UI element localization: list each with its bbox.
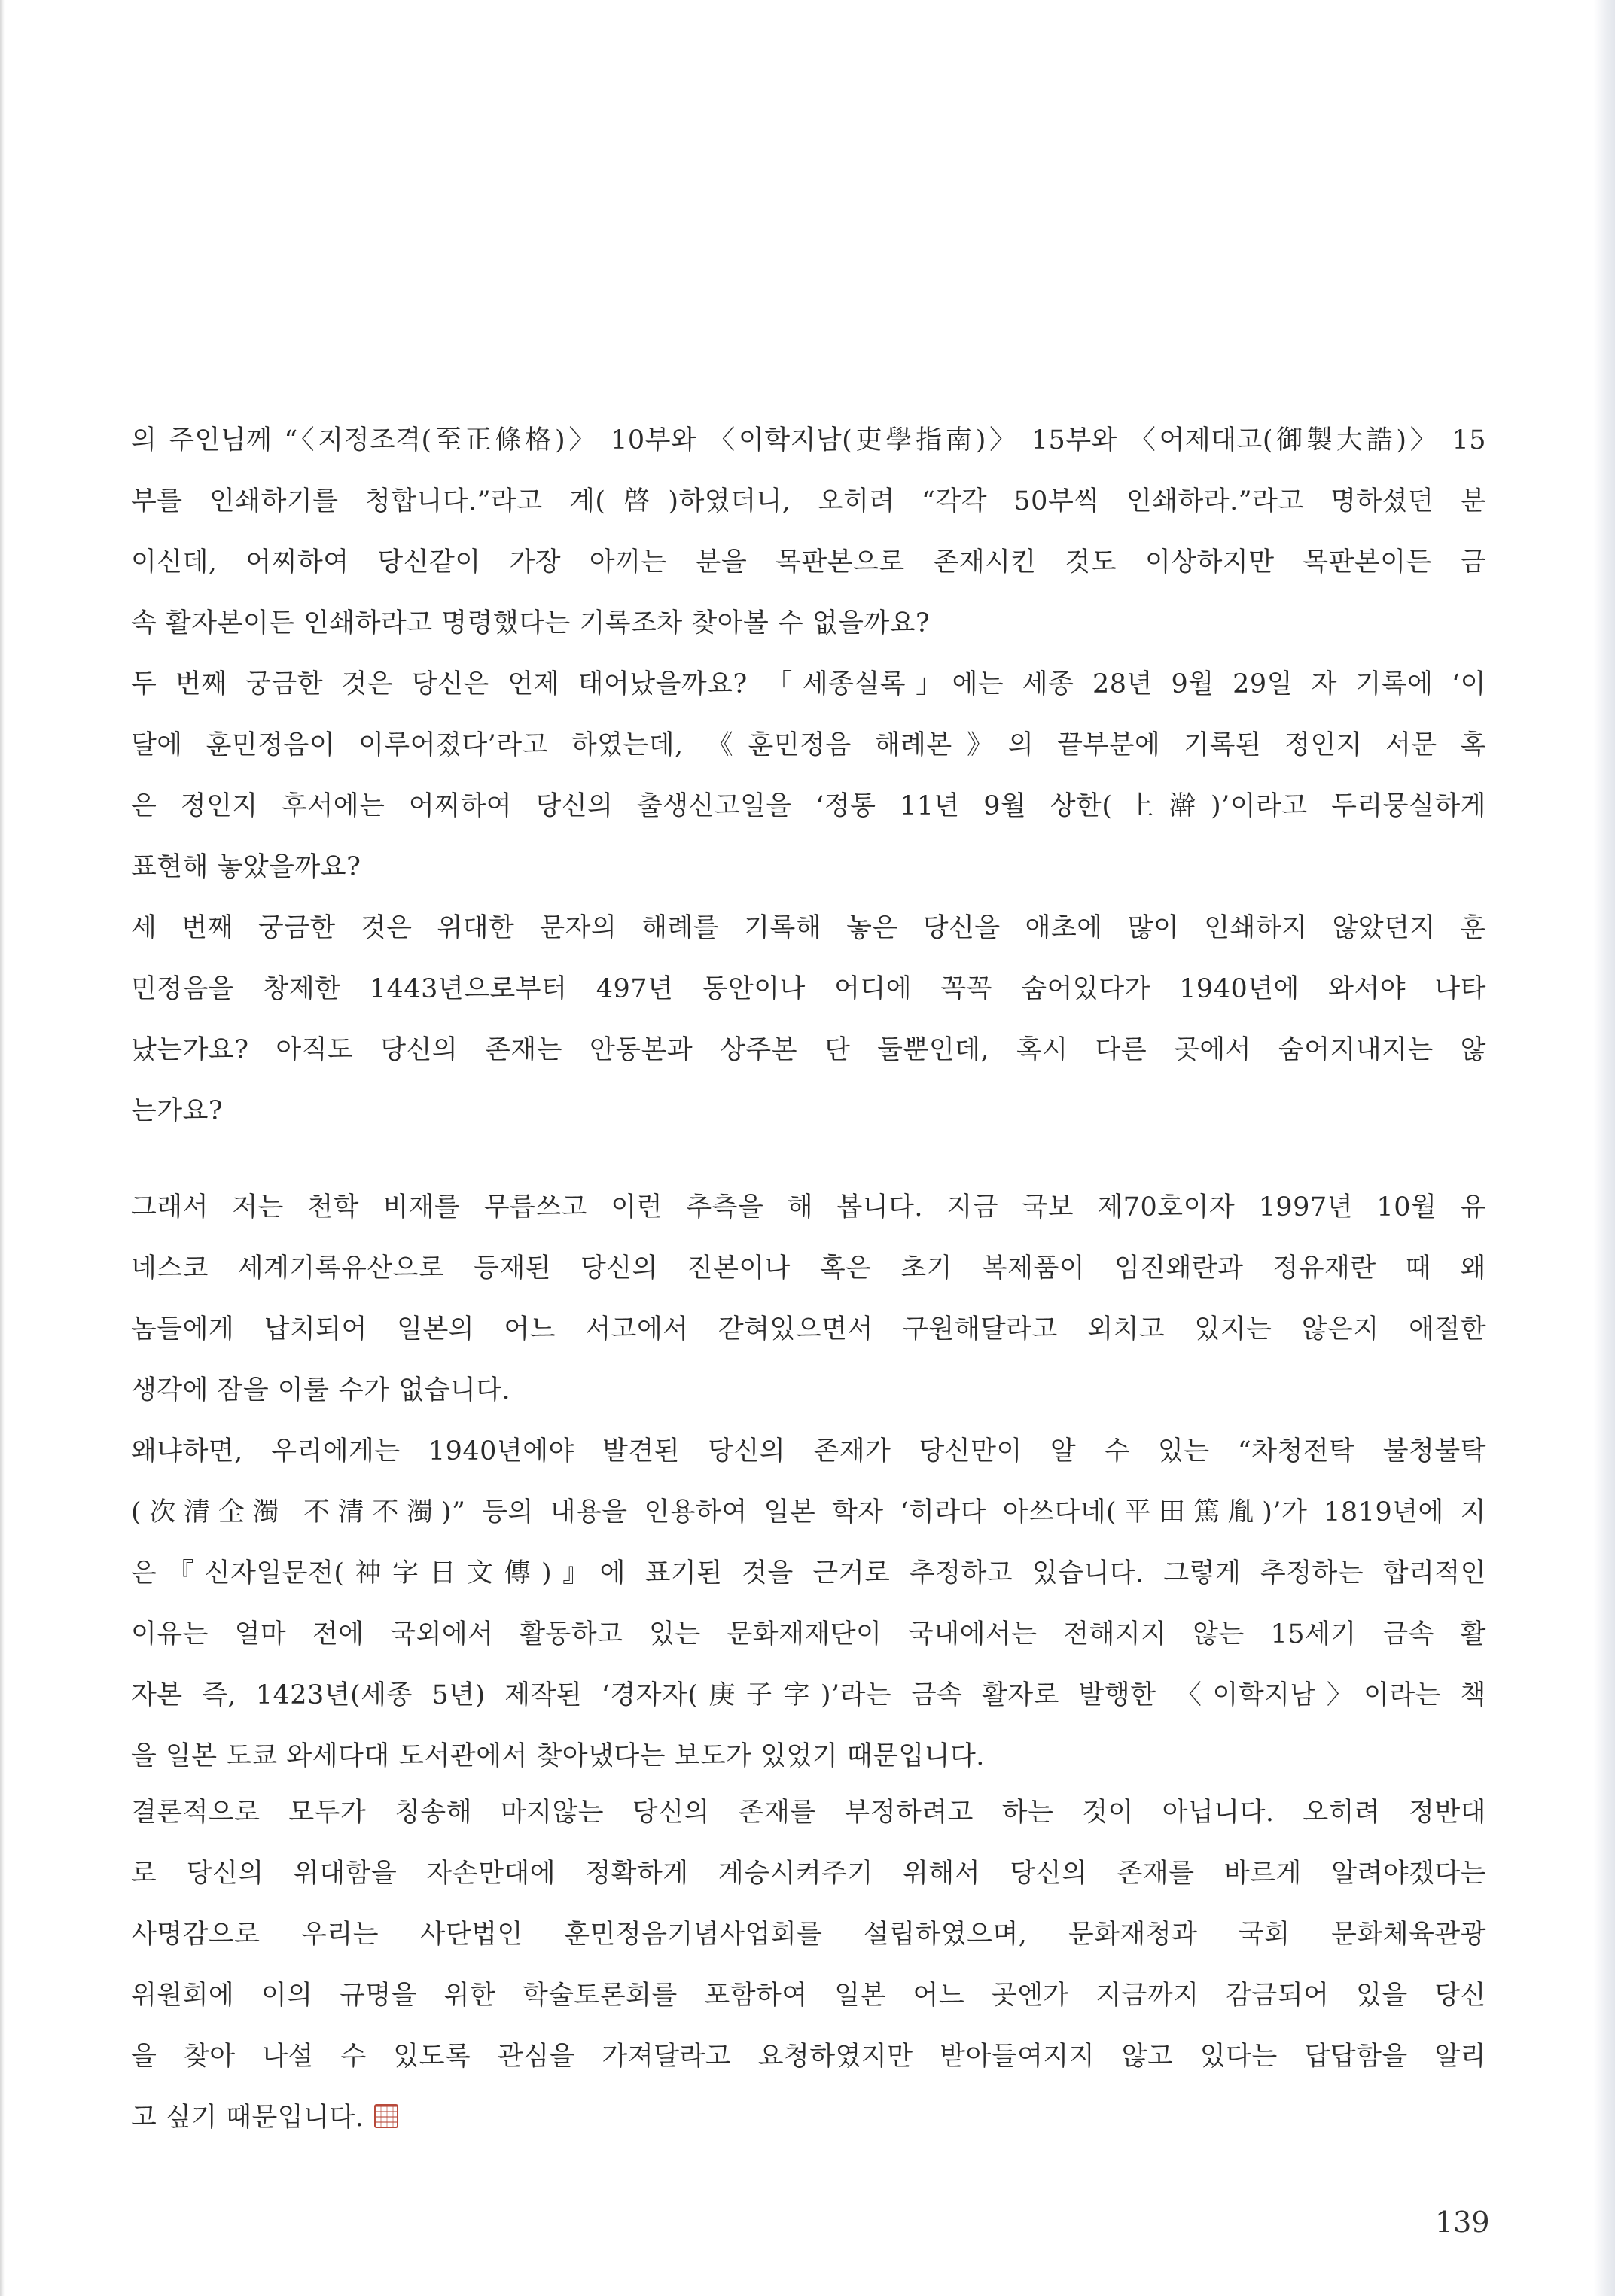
text-line: 민정음을 창제한 1443년으로부터 497년 동안이나 어디에 꼭꼭 숨어있다가 1940년에 와서야 나타 [131, 974, 1486, 1004]
page-right-edge [1594, 0, 1615, 2296]
text-line: 자본 즉, 1423년(세종 5년) 제작된 ‘경자자(庚子字)’라는 금속 활자로 발행한 〈이학지남〉이라는 책 [131, 1680, 1486, 1710]
text-line: 세 번째 궁금한 것은 위대한 문자의 해례를 기록해 놓은 당신을 애초에 많이 인쇄하지 않았던지 훈 [131, 913, 1486, 943]
text-line: 이유는 얼마 전에 국외에서 활동하고 있는 문화재재단이 국내에서는 전해지지 않는 15세기 금속 활 [131, 1619, 1486, 1649]
text-line-last [131, 2087, 1486, 2148]
text-line: 을 일본 도쿄 와세다대 도서관에서 찾아냈다는 보도가 있었기 때문입니다. [131, 1741, 985, 1771]
text-line: 는가요? [131, 1096, 224, 1126]
text-line: 속 활자본이든 인쇄하라고 명령했다는 기록조차 찾아볼 수 없을까요? [131, 608, 931, 638]
text-line: 났는가요? 아직도 당신의 존재는 안동본과 상주본 단 둘뿐인데, 혹시 다른 곳에서 숨어지내지는 않 [131, 1035, 1486, 1065]
paragraph-1 [131, 410, 1486, 1142]
paragraph-3 [131, 1783, 1486, 2148]
text-line: 사명감으로 우리는 사단법인 훈민정음기념사업회를 설립하였으며, 문화재청과 국회 문화체육관광 [131, 1920, 1486, 1950]
text-line: 부를 인쇄하기를 청합니다.”라고 계(啓)하였더니, 오히려 “각각 50부씩 인쇄하라.”라고 명하셨던 분 [131, 486, 1486, 516]
text-line: 은『신자일문전(神字日文傳)』에 표기된 것을 근거로 추정하고 있습니다. 그렇게 추정하는 합리적인 [131, 1558, 1486, 1588]
text-line: 은 정인지 후서에는 어찌하여 당신의 출생신고일을 ‘정통 11년 9월 상한(上澣)’이라고 두리뭉실하게 [131, 791, 1486, 821]
text-line: 이신데, 어찌하여 당신같이 가장 아끼는 분을 목판본으로 존재시킨 것도 이상하지만 목판본이든 금 [131, 547, 1486, 577]
closing-text: 고 싶기 때문입니다. [131, 2103, 364, 2133]
text-line: 네스코 세계기록유산으로 등재된 당신의 진본이나 혹은 초기 복제품이 임진왜란과 정유재란 때 왜 [131, 1253, 1486, 1284]
page-left-edge [0, 0, 5, 2296]
text-line: (次清全濁 不清不濁)” 등의 내용을 인용하여 일본 학자 ‘히라다 아쓰다네(平田篤胤)’가 1819년에 지 [131, 1497, 1486, 1527]
text-line: 을 찾아 나설 수 있도록 관심을 가져달라고 요청하였지만 받아들여지지 않고 있다는 답답함을 알리 [131, 2042, 1486, 2072]
text-line: 표현해 놓았을까요? [131, 852, 361, 882]
text-line: 두 번째 궁금한 것은 당신은 언제 태어났을까요? 「세종실록」에는 세종 28년 9월 29일 자 기록에 ‘이 [131, 669, 1486, 699]
text-line: 의 주인님께 “〈지정조격(至正條格)〉 10부와 〈이학지남(吏學指南)〉 15부와 〈어제대고(御製大誥)〉 15 [131, 425, 1486, 455]
text-line: 그래서 저는 천학 비재를 무릅쓰고 이런 추측을 해 봅니다. 지금 국보 제70호이자 1997년 10월 유 [131, 1192, 1486, 1223]
text-line: 위원회에 이의 규명을 위한 학술토론회를 포함하여 일본 어느 곳엔가 지금까지 감금되어 있을 당신 [131, 1981, 1486, 2011]
text-line: 왜냐하면, 우리에게는 1940년에야 발견된 당신의 존재가 당신만이 알 수 있는 “차청전탁 불청불탁 [131, 1436, 1486, 1466]
paragraph-2 [131, 1177, 1486, 1787]
text-line: 놈들에게 납치되어 일본의 어느 서고에서 갇혀있으면서 구원해달라고 외치고 있지는 않은지 애절한 [131, 1314, 1486, 1344]
text-line: 달에 훈민정음이 이루어졌다’라고 하였는데, 《훈민정음 해례본》의 끝부분에 기록된 정인지 서문 혹 [131, 730, 1486, 760]
page-number: 139 [1435, 2206, 1490, 2239]
text-line: 생각에 잠을 이룰 수가 없습니다. [131, 1375, 511, 1405]
text-line: 로 당신의 위대함을 자손만대에 정확하게 계승시켜주기 위해서 당신의 존재를 바르게 알려야겠다는 [131, 1859, 1486, 1889]
text-line: 결론적으로 모두가 칭송해 마지않는 당신의 존재를 부정하려고 하는 것이 아닙니다. 오히려 정반대 [131, 1798, 1486, 1828]
seal-stamp-icon [374, 2104, 398, 2128]
